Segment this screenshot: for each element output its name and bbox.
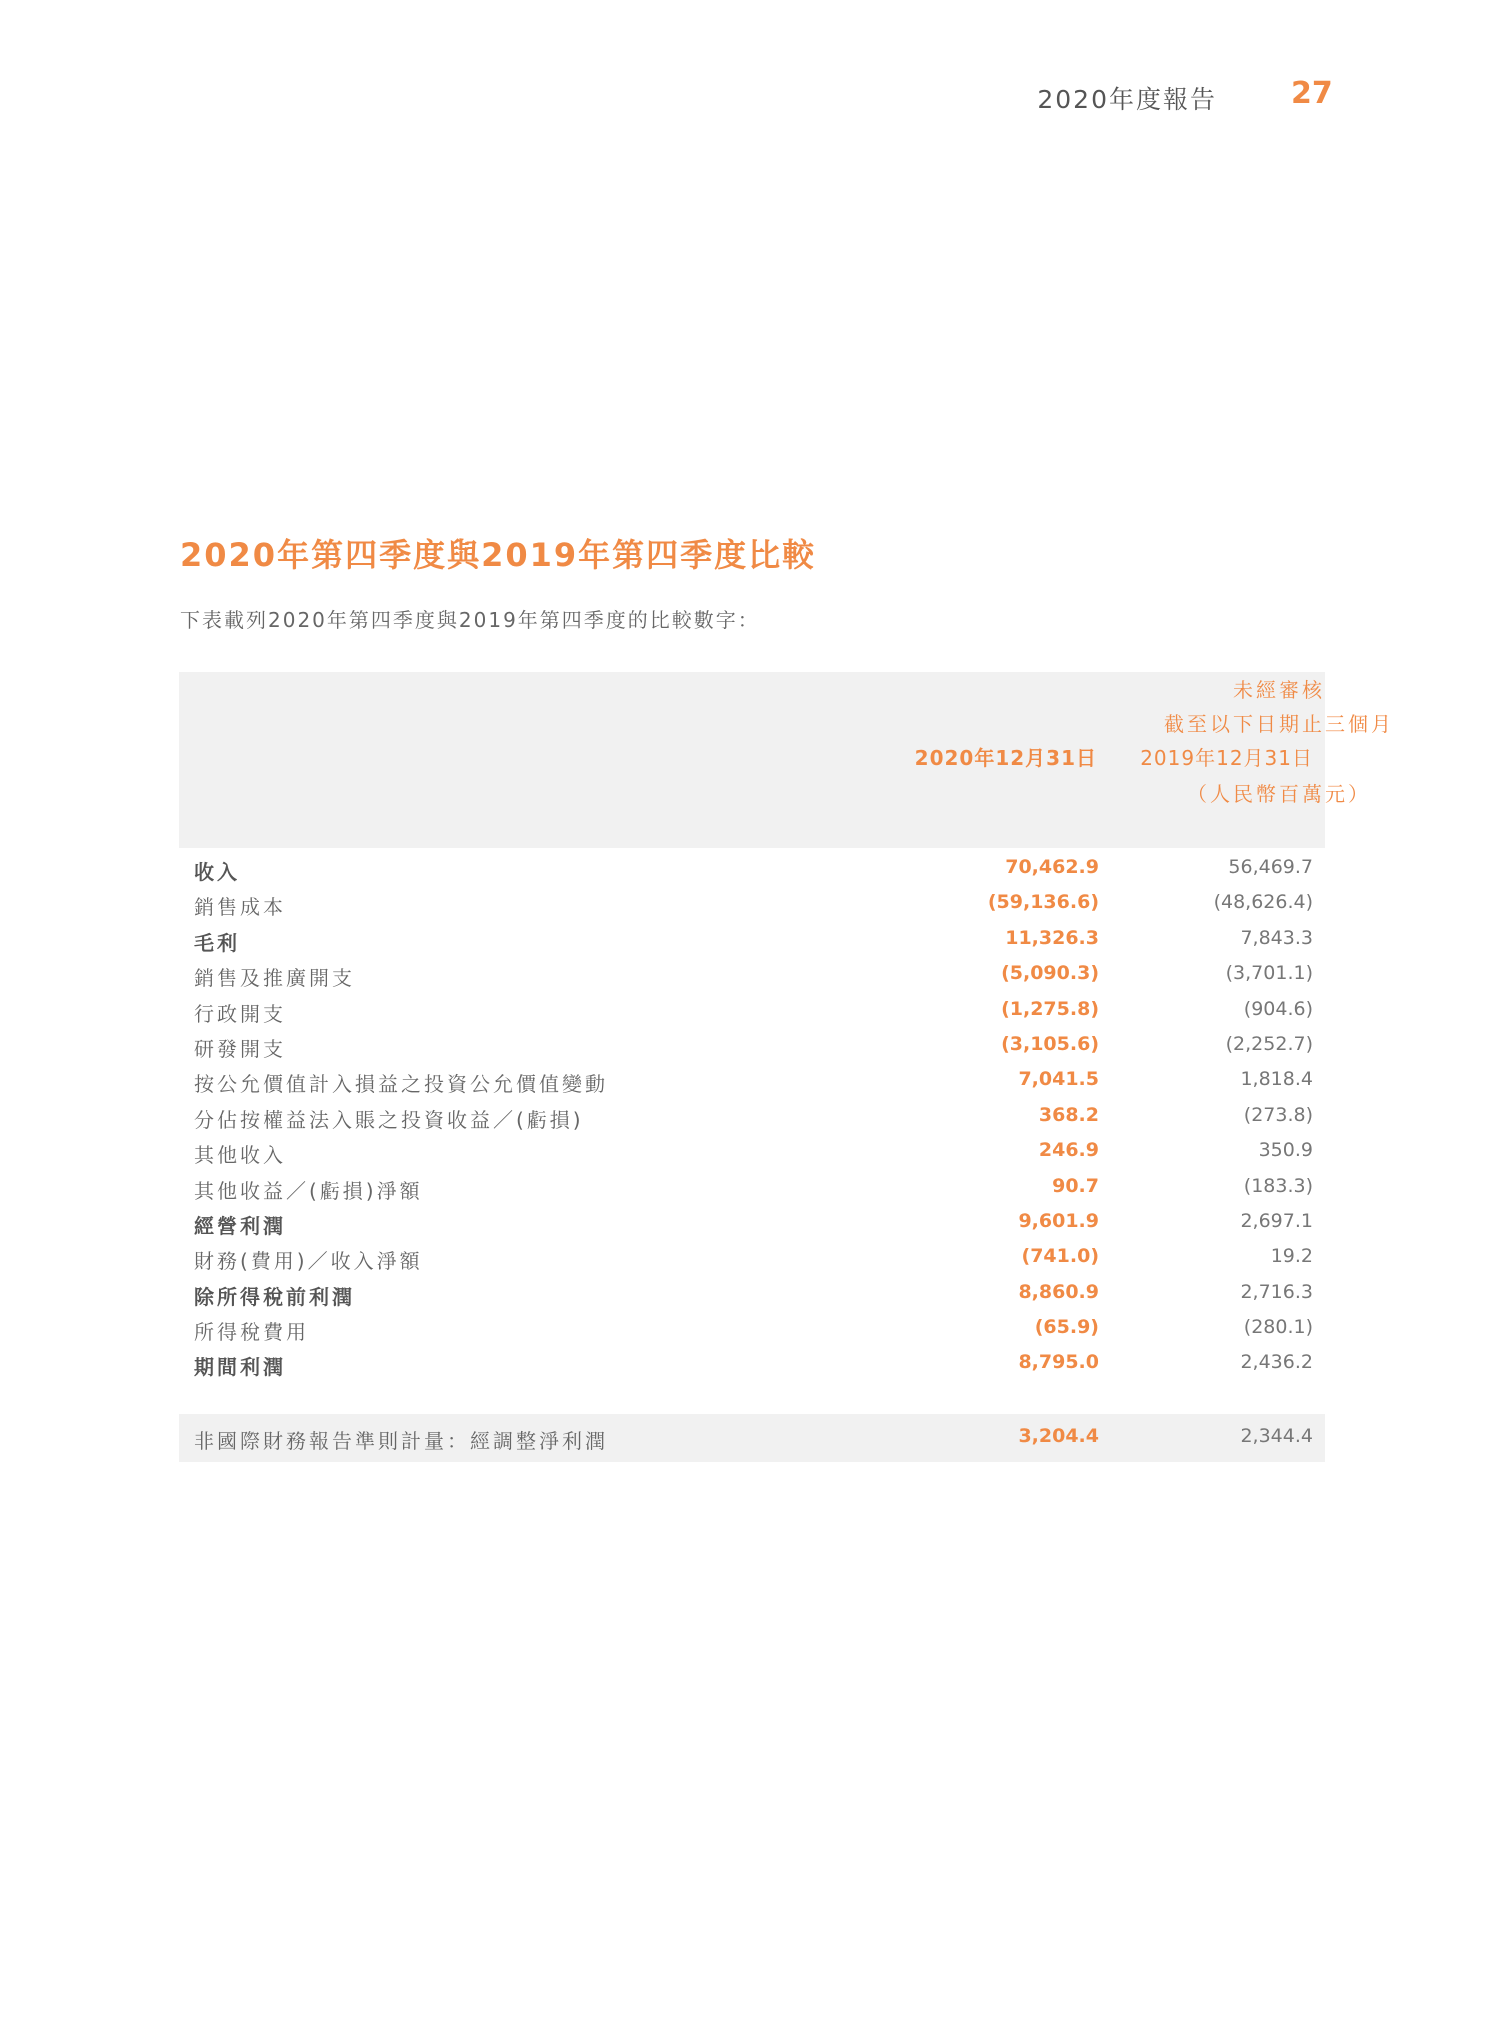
value-2020: (5,090.3) — [1001, 962, 1099, 985]
value-2019: 19.2 — [1270, 1245, 1313, 1268]
value-2020: 90.7 — [1052, 1174, 1099, 1197]
table-row — [179, 1027, 1325, 1062]
row-label: 其他收益／(虧損)淨額 — [194, 1178, 423, 1203]
value-2020: (59,136.6) — [987, 891, 1099, 914]
table-row — [179, 850, 1325, 885]
value-2019: 7,843.3 — [1240, 926, 1313, 949]
value-2020: 368.2 — [1038, 1103, 1099, 1126]
table-row — [179, 956, 1325, 991]
value-2019: (2,252.7) — [1225, 1032, 1313, 1055]
value-2019: 350.9 — [1258, 1139, 1313, 1162]
column-header-2019: 2019年12月31日 — [1140, 746, 1313, 770]
income-statement-rows — [179, 850, 1325, 1381]
page-header — [0, 76, 1500, 120]
value-2020: (3,105.6) — [1001, 1032, 1099, 1055]
value-2020: 8,795.0 — [1018, 1351, 1099, 1374]
table-row — [179, 1275, 1325, 1310]
value-2020: 70,462.9 — [1005, 856, 1099, 878]
row-label: 研發開支 — [194, 1036, 286, 1061]
row-label: 其他收入 — [194, 1143, 286, 1168]
value-2019: (273.8) — [1243, 1103, 1313, 1126]
table-header — [179, 672, 1394, 848]
value-2019: (3,701.1) — [1225, 962, 1313, 985]
non-ifrs-row — [179, 1414, 1325, 1462]
value-2020: 7,041.5 — [1018, 1068, 1099, 1091]
row-label: 所得稅費用 — [194, 1320, 309, 1345]
table-row — [179, 921, 1325, 956]
row-label: 經營利潤 — [194, 1213, 286, 1238]
table-row — [179, 1062, 1325, 1097]
value-2020: 246.9 — [1038, 1139, 1099, 1162]
value-2020: 9,601.9 — [1018, 1209, 1099, 1232]
table-row — [179, 1133, 1325, 1168]
value-2019: (183.3) — [1243, 1174, 1313, 1197]
column-header-2020: 2020年12月31日 — [914, 746, 1097, 770]
unaudited-label: 未經審核 — [1233, 678, 1325, 702]
value-2019: 2,436.2 — [1240, 1351, 1313, 1374]
row-label: 分佔按權益法入賬之投資收益／(虧損) — [194, 1107, 584, 1132]
row-label: 銷售成本 — [194, 895, 286, 920]
value-2019: (904.6) — [1243, 997, 1313, 1020]
value-2019: 1,818.4 — [1240, 1068, 1313, 1091]
value-2019: 56,469.7 — [1228, 856, 1313, 878]
table-row — [179, 1169, 1325, 1204]
table-row — [179, 1239, 1325, 1274]
value-2019: 2,716.3 — [1240, 1280, 1313, 1303]
row-label: 行政開支 — [194, 1001, 286, 1026]
table-row — [179, 1345, 1325, 1380]
table-row — [179, 1204, 1325, 1239]
intro-text: 下表載列2020年第四季度與2019年第四季度的比較數字： — [180, 608, 760, 632]
table-row — [179, 1098, 1325, 1133]
table-row — [179, 885, 1325, 920]
row-label: 銷售及推廣開支 — [194, 966, 355, 991]
row-label: 期間利潤 — [194, 1355, 286, 1380]
value-2020: (65.9) — [1034, 1316, 1099, 1339]
value-2019: (280.1) — [1243, 1316, 1313, 1339]
value-2020: (741.0) — [1021, 1245, 1099, 1268]
value-2020: 8,860.9 — [1018, 1280, 1099, 1303]
row-label: 除所得稅前利潤 — [194, 1284, 355, 1309]
row-label: 收入 — [194, 860, 240, 884]
page-number: 27 — [1291, 76, 1333, 111]
value-2019: 2,697.1 — [1240, 1209, 1313, 1232]
non-ifrs-label: 非國際財務報告準則計量：經調整淨利潤 — [194, 1429, 608, 1453]
non-ifrs-value-2019: 2,344.4 — [1240, 1425, 1313, 1447]
unit-label: （人民幣百萬元） — [1187, 782, 1371, 806]
section-title: 2020年第四季度與2019年第四季度比較 — [180, 536, 817, 574]
non-ifrs-value-2020: 3,204.4 — [1018, 1425, 1099, 1447]
table-row — [179, 992, 1325, 1027]
value-2020: (1,275.8) — [1001, 997, 1099, 1020]
row-label: 毛利 — [194, 930, 240, 955]
value-2019: (48,626.4) — [1213, 891, 1313, 914]
period-label: 截至以下日期止三個月 — [1164, 712, 1394, 736]
row-label: 按公允價值計入損益之投資公允價值變動 — [194, 1072, 608, 1097]
row-label: 財務(費用)／收入淨額 — [194, 1249, 423, 1274]
report-title: 2020年度報告 — [1037, 85, 1217, 114]
value-2020: 11,326.3 — [1005, 926, 1099, 949]
table-row — [179, 1310, 1325, 1345]
